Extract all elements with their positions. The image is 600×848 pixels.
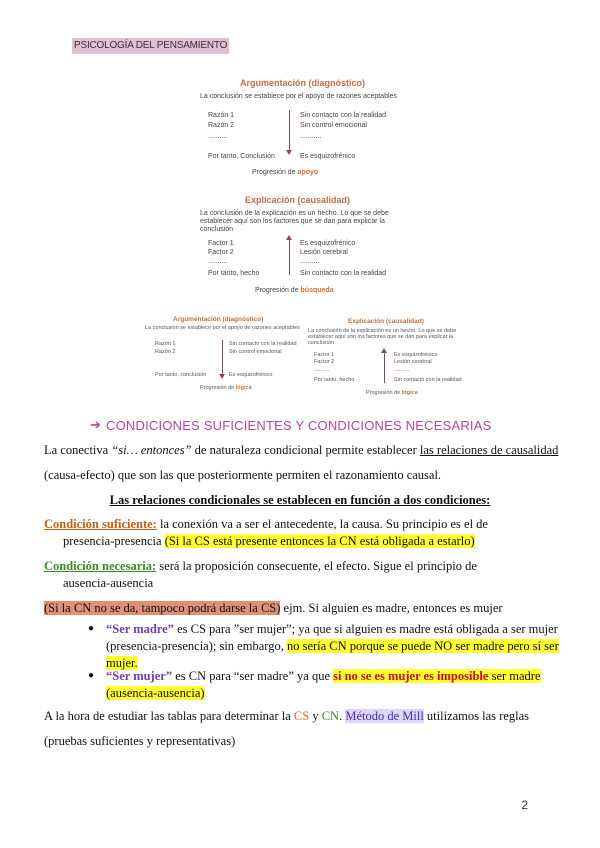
condicion-necesaria-line2: ausencia-ausencia [63, 576, 154, 590]
diagram-left-3: .......... [208, 258, 228, 265]
diagram-line [222, 340, 223, 376]
header-tag: PSICOLOGÍA DEL PENSAMIENTO [72, 38, 229, 54]
bullet-ser-mujer-line2: (ausencia-ausencia) [106, 686, 205, 700]
diagram-right-4: Sin contacto con la realidad [394, 377, 462, 383]
paragraph-mill-line2: (pruebas suficientes y representativas) [44, 734, 236, 748]
diagram-right-1: Es esquizofrénico [300, 240, 356, 247]
diagram-intro: La conclusión de la explicación es un hecho. Lo que se debe establecer aquí son los factores que se dan para explicar la conclusión [200, 210, 389, 233]
diagram-title: Explicación (causalidad) [245, 195, 351, 205]
diagram-intro: La conclusión se establece por el apoyo de razones aceptables [145, 325, 300, 331]
diagram-left-4: Por tanto, hecho [208, 270, 260, 277]
arrow-right-icon: ➔ [90, 417, 101, 432]
diagram-right-3: .......... [300, 258, 320, 265]
arrow-up-icon [381, 348, 387, 353]
diagram-footer: Progresión de lógica [366, 390, 418, 396]
diagram-title: Argumentación (diagnóstico) [240, 78, 366, 88]
diagram-left-3: .......... [314, 367, 330, 373]
diagram-right-4: Es esquizofrénico [300, 153, 356, 160]
diagram-left-2: Razón 2 [155, 349, 176, 355]
diagram-right-1: Es esquizofrénico [394, 352, 438, 358]
diagram-left-1: Factor 1 [208, 240, 234, 247]
diagram-title: Argumentación (diagnóstico) [173, 316, 264, 323]
diagram-line [384, 351, 385, 383]
diagram-argumentacion-small [145, 316, 305, 396]
arrow-down-icon [286, 150, 292, 155]
condicion-necesaria: Condición necesaria: será la proposición consecuente, el efecto. Sigue el principio de [44, 559, 477, 573]
arrow-up-icon [286, 235, 292, 240]
section-heading: CONDICIONES SUFICIENTES Y CONDICIONES NECESARIAS [106, 418, 492, 433]
diagram-right-2: Lesión cerebral [300, 249, 348, 256]
paragraph-conectiva-line2: (causa-efecto) que son las que posteriormente permiten el razonamiento causal. [44, 468, 442, 482]
diagram-left-2: Razón 2 [208, 122, 235, 129]
bullet-dot-icon: ● [88, 670, 95, 681]
arrow-down-icon [219, 374, 225, 379]
diagram-left-2: Factor 2 [314, 359, 335, 365]
bullet-dot-icon: ● [88, 623, 95, 634]
bullet-ser-madre-line3: mujer. [106, 656, 138, 670]
paragraph-ejemplo: (Si la CN no se da, tampoco podrá darse la CS) ejm. Si alguien es madre, entonces es mujer [44, 601, 503, 615]
diagram-left-4: Por tanto, Conclusión [208, 153, 275, 160]
diagram-right-2: Lesión cerebral [394, 359, 432, 365]
diagram-title: Explicación (causalidad) [348, 318, 424, 325]
bullet-ser-madre-line2: (presencia-presencia); sin embargo, no sería CN porque se puede NO ser madre pero sí ser [106, 639, 559, 653]
diagram-right-3: Es esquizofrénico [229, 372, 273, 378]
diagram-left-1: Razón 1 [155, 341, 176, 347]
page-number: 2 [521, 798, 528, 812]
diagram-intro: La conclusión se establece por el apoyo de razones aceptables [200, 93, 397, 100]
diagram-explicacion [200, 195, 400, 300]
diagram-footer: Progresión de apoyo [252, 169, 319, 176]
diagram-left-2: Factor 2 [208, 249, 234, 256]
diagram-left-1: Factor 1 [314, 352, 335, 358]
diagram-footer: Progresión de búsqueda [255, 287, 334, 294]
diagram-line [289, 239, 290, 275]
diagram-right-3: ........... [300, 133, 322, 140]
diagram-explicacion-small [308, 318, 473, 400]
diagram-right-1: Sin contacto con la realidad [229, 341, 297, 347]
condicion-suficiente: Condición suficiente: la conexión va a ser el antecedente, la causa. Su principio es el de [44, 517, 488, 531]
diagram-left-3: Por tanto, conclusión [155, 372, 207, 378]
diagram-argumentacion [200, 78, 400, 183]
diagram-left-1: Razón 1 [208, 112, 235, 119]
diagram-line [289, 110, 290, 152]
diagram-right-2: Sin control emocional [300, 122, 367, 129]
diagram-right-2: Sin control emocional [229, 349, 282, 355]
condicion-suficiente-line2: presencia-presencia (Si la CS está presente entonces la CN está obligada a estarlo) [63, 534, 475, 548]
diagram-left-3: .......... [208, 133, 228, 140]
center-heading: Las relaciones condicionales se establecen en función a dos condiciones: [109, 493, 491, 507]
diagram-intro: La conclusión de la explicación es un hecho. Lo que se debe establecer aquí son los factores que se dan para explicar la conclusión [308, 328, 457, 346]
diagram-left-4: Por tanto, hecho [314, 377, 355, 383]
diagram-right-4: Sin contacto con la realidad [300, 270, 386, 277]
paragraph-mill: A la hora de estudiar las tablas para determinar la CS y CN. Método de Mill utilizamos las reglas [44, 709, 529, 723]
bullet-ser-madre: “Ser madre” es CS para ”ser mujer”; ya que si alguien es madre está obligada a ser mujer [106, 622, 558, 636]
diagram-footer: Progresión de lógica [200, 385, 252, 391]
diagram-right-3: .......... [394, 367, 410, 373]
paragraph-conectiva: La conectiva “si… entonces” de naturaleza condicional permite establecer las relaciones de causalidad [44, 443, 559, 457]
diagram-right-1: Sin contacto con la realidad [300, 112, 386, 119]
bullet-ser-mujer: “Ser mujer” es CN para “ser madre” ya que si no se es mujer es imposible ser madre [106, 669, 541, 683]
